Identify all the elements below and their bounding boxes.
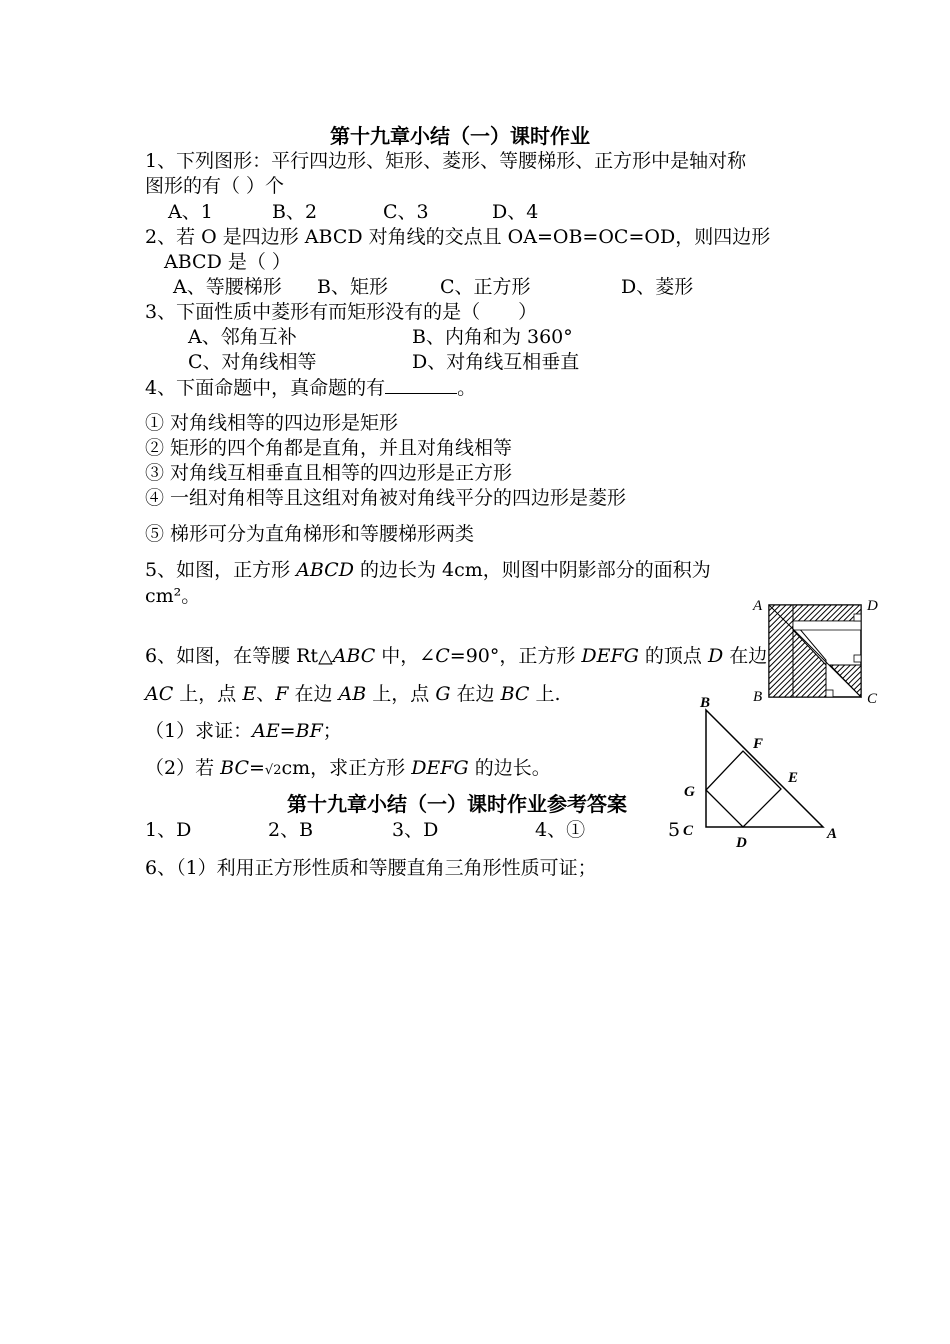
q6-l2f: 上. bbox=[529, 683, 561, 705]
q6-l1d: =90°，正方形 bbox=[449, 645, 582, 667]
q6-point-f: F bbox=[275, 683, 289, 705]
q3-option-b: B、内角和为 360° bbox=[412, 326, 573, 348]
q6-stem-line2 bbox=[145, 682, 561, 706]
q5-pre: 5、如图，正方形 bbox=[145, 559, 297, 581]
q6-p2-square: DEFG bbox=[411, 757, 469, 779]
q6-p1c: ； bbox=[322, 720, 342, 742]
q4-item-4: ④ 一组对角相等且这组对角被对角线平分的四边形是菱形 bbox=[145, 487, 627, 509]
page-title: 第十九章小结（一）课时作业 bbox=[330, 124, 590, 148]
q6-p2c: = bbox=[249, 757, 265, 779]
q6-l1f: 在边 bbox=[723, 645, 768, 667]
q2-stem-line1: 2、若 O 是四边形 ABCD 对角线的交点且 OA=OB=OC=OD，则四边形 bbox=[145, 226, 771, 248]
q5-label-c: C bbox=[867, 691, 878, 707]
q6-l2d: 上，点 bbox=[366, 683, 436, 705]
q6-angle-c: C bbox=[435, 645, 450, 667]
q4-answer-blank[interactable] bbox=[385, 375, 457, 394]
q6-p2d: cm，求正方形 bbox=[281, 757, 412, 779]
q5-post: 的边长为 4cm，则图中阴影部分的面积为 bbox=[353, 559, 711, 581]
q6-label-f: F bbox=[753, 736, 764, 752]
q2-option-d: D、菱形 bbox=[621, 276, 694, 298]
q6-p1-equation: AE=BF bbox=[252, 720, 323, 742]
answer-4: 4、① bbox=[535, 819, 586, 841]
q2-option-b: B、矩形 bbox=[317, 276, 388, 298]
q4-stem bbox=[145, 375, 476, 400]
q6-label-e: E bbox=[788, 770, 799, 786]
q6-p2-bc: BC bbox=[220, 757, 249, 779]
q6-side-ac: AC bbox=[145, 683, 174, 705]
q4-item-1: ① 对角线相等的四边形是矩形 bbox=[145, 412, 399, 434]
q6-l1e: 的顶点 bbox=[638, 645, 708, 667]
q6-triangle-name: ABC bbox=[332, 645, 376, 667]
q6-p2f: 的边长。 bbox=[468, 757, 551, 779]
q6-label-g: G bbox=[684, 784, 695, 800]
q5-label-b: B bbox=[753, 689, 763, 705]
q6-side-ab: AB bbox=[338, 683, 367, 705]
q1-option-a: A、1 bbox=[168, 201, 213, 223]
q1-stem-line2: 图形的有（ ）个 bbox=[145, 175, 285, 197]
q5-stem-line1 bbox=[145, 558, 711, 582]
q3-option-d: D、对角线互相垂直 bbox=[412, 351, 580, 373]
answers-title: 第十九章小结（一）课时作业参考答案 bbox=[287, 792, 627, 816]
q6-l2a: 上，点 bbox=[173, 683, 243, 705]
q6-sqrt2: √2 bbox=[264, 763, 282, 778]
q1-option-c: C、3 bbox=[383, 201, 429, 223]
q6-l2c: 在边 bbox=[288, 683, 339, 705]
q6-l2e: 在边 bbox=[450, 683, 501, 705]
q6-point-e: E bbox=[242, 683, 257, 705]
q6-l1b: 中，∠ bbox=[375, 645, 436, 667]
q1-option-b: B、2 bbox=[272, 201, 318, 223]
q4-item-5: ⑤ 梯形可分为直角梯形和等腰梯形两类 bbox=[145, 523, 475, 545]
q6-part2 bbox=[145, 756, 551, 783]
q1-option-d: D、4 bbox=[492, 201, 539, 223]
q6-point-d: D bbox=[707, 645, 724, 667]
q6-part1 bbox=[145, 719, 342, 743]
q6-triangle-figure bbox=[676, 693, 851, 855]
q2-option-c: C、正方形 bbox=[440, 276, 531, 298]
q6-point-g: G bbox=[435, 683, 451, 705]
q3-option-c: C、对角线相等 bbox=[188, 351, 317, 373]
q6-side-bc: BC bbox=[500, 683, 530, 705]
answer-5: 5 bbox=[668, 819, 681, 841]
q6-label-b: B bbox=[700, 695, 711, 711]
answer-3: 3、D bbox=[392, 819, 439, 841]
q6-l2b: 、 bbox=[256, 683, 276, 705]
q4-stem-text: 4、下面命题中，真命题的有 bbox=[145, 377, 386, 399]
q6-p2a: （2）若 bbox=[145, 757, 221, 779]
answer-1: 1、D bbox=[145, 819, 192, 841]
q1-stem-line1: 1、下列图形：平行四边形、矩形、菱形、等腰梯形、正方形中是轴对称 bbox=[145, 150, 747, 172]
q5-square-name: ABCD bbox=[296, 559, 354, 581]
q2-option-a: A、等腰梯形 bbox=[173, 276, 282, 298]
q6-label-d: D bbox=[736, 835, 747, 851]
q5-label-a: A bbox=[753, 598, 763, 614]
q4-item-3: ③ 对角线互相垂直且相等的四边形是正方形 bbox=[145, 462, 513, 484]
q4-item-2: ② 矩形的四个角都是直角，并且对角线相等 bbox=[145, 437, 513, 459]
q6-stem-line1 bbox=[145, 644, 767, 668]
answer-2: 2、B bbox=[268, 819, 314, 841]
q6-label-a: A bbox=[827, 826, 838, 842]
q5-square-figure bbox=[750, 595, 890, 707]
q4-stem-end: 。 bbox=[457, 377, 477, 399]
q5-label-d: D bbox=[867, 598, 878, 614]
q2-stem-line2: ABCD 是（ ） bbox=[164, 251, 291, 273]
q6-square-name: DEFG bbox=[581, 645, 639, 667]
q3-stem: 3、下面性质中菱形有而矩形没有的是（ ） bbox=[145, 301, 538, 323]
q5-stem-line2: cm²。 bbox=[145, 585, 201, 607]
q6-label-c: C bbox=[683, 823, 694, 839]
q6-p1a: （1）求证： bbox=[145, 720, 253, 742]
answer-6: 6、（1）利用正方形性质和等腰直角三角形性质可证； bbox=[145, 857, 597, 879]
q6-l1a: 6、如图，在等腰 Rt△ bbox=[145, 645, 333, 667]
q3-option-a: A、邻角互补 bbox=[188, 326, 297, 348]
